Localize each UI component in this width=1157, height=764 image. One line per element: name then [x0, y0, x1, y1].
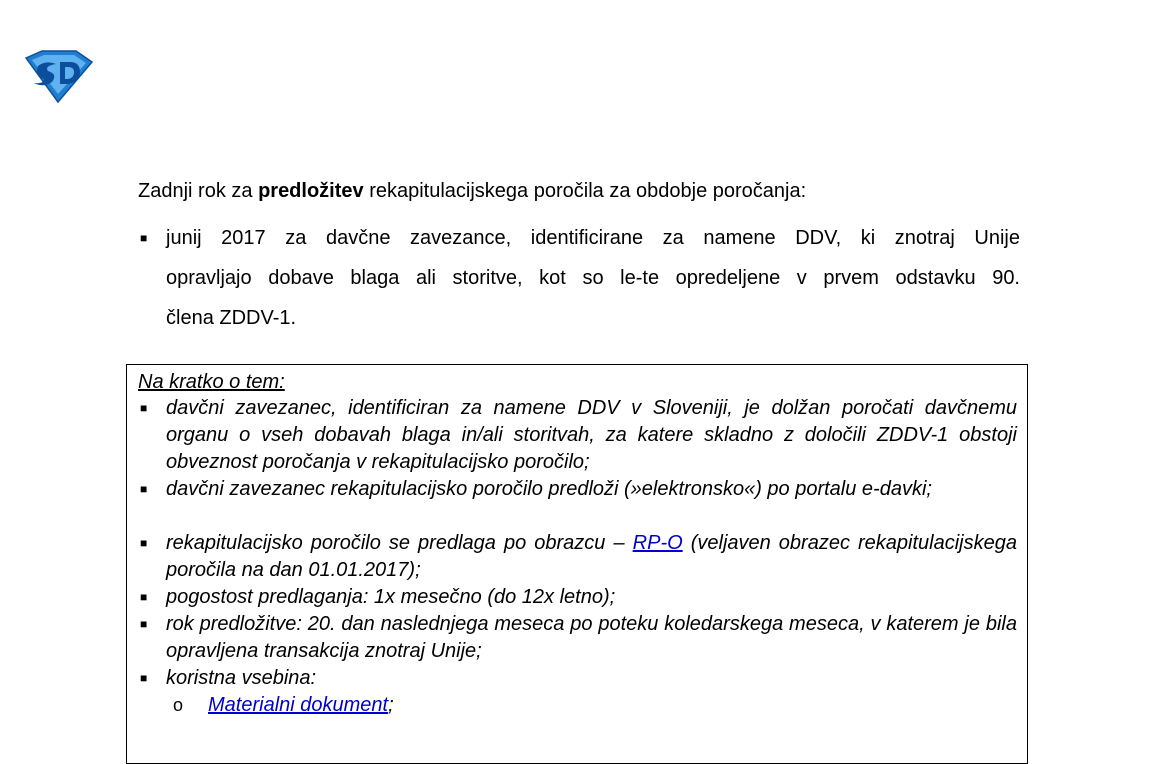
list-item-line: člena ZDDV-1. [166, 307, 297, 329]
intro-text: Zadnji rok za [138, 180, 259, 202]
summary-item [138, 530, 1017, 584]
intro-text-end: rekapitulacijskega poročila za obdobje poročanja: [363, 180, 807, 202]
circle-bullet-icon: o [173, 695, 184, 715]
summary-item [138, 476, 1017, 503]
summary-item-text: rekapitulacijsko poročilo se predlaga po obrazcu – [166, 532, 633, 554]
blank-line [138, 503, 1017, 530]
square-bullet-icon: ■ [140, 482, 148, 496]
list-item [138, 218, 1020, 338]
summary-subitem [138, 692, 1017, 719]
summary-item-text: pogostost predlaganja: 1x mesečno (do 12x letno); [166, 586, 616, 608]
summary-item [138, 665, 1017, 692]
rp-o-form-link[interactable]: RP-O [632, 532, 683, 554]
list-item-line: junij 2017 za davčne zavezance, identificirane za namene DDV, ki znotraj Unije [166, 227, 1020, 249]
summary-box [126, 364, 1028, 764]
intro-paragraph [138, 178, 1020, 204]
square-bullet-icon: ■ [140, 401, 148, 415]
summary-item-text: (veljaven obrazec rekapitulacijskega poročila na dan 01.01.2017); [166, 532, 1017, 581]
square-bullet-icon: ■ [140, 231, 148, 245]
square-bullet-icon: ■ [140, 590, 148, 604]
summary-item-text: koristna vsebina: [166, 667, 317, 689]
summary-item [138, 395, 1017, 476]
summary-title: Na kratko o tem: [138, 371, 285, 393]
deadline-list [138, 218, 1020, 338]
square-bullet-icon: ■ [140, 617, 148, 631]
company-logo [22, 50, 94, 103]
summary-subitem-punct: ; [388, 694, 394, 716]
summary-item [138, 584, 1017, 611]
square-bullet-icon: ■ [140, 671, 148, 685]
list-item-line: opravljajo dobave blaga ali storitve, kot so le-te opredeljene v prvem odstavku 90. [166, 267, 1020, 289]
summary-item-text: davčni zavezanec rekapitulacijsko poročilo predloži (»elektronsko«) po portalu e-davki; [166, 478, 932, 500]
summary-item-text: rok predložitve: 20. dan naslednjega meseca po poteku koledarskega meseca, v katerem je bila opravljena transakcija znotraj Unije; [166, 613, 1017, 662]
material-document-link[interactable]: Materialni dokument [208, 694, 389, 716]
intro-bold-word: predložitev [258, 180, 364, 202]
summary-item [138, 611, 1017, 665]
summary-item-text: davčni zavezanec, identificiran za namene DDV v Sloveniji, je dolžan poročati davčnemu organu o vseh dobavah blaga in/ali storitvah, za katere skladno z določili ZDDV-1 obstoji obveznost poročanja v rekapitulacijsko poročilo; [166, 397, 1017, 473]
square-bullet-icon: ■ [140, 536, 148, 550]
